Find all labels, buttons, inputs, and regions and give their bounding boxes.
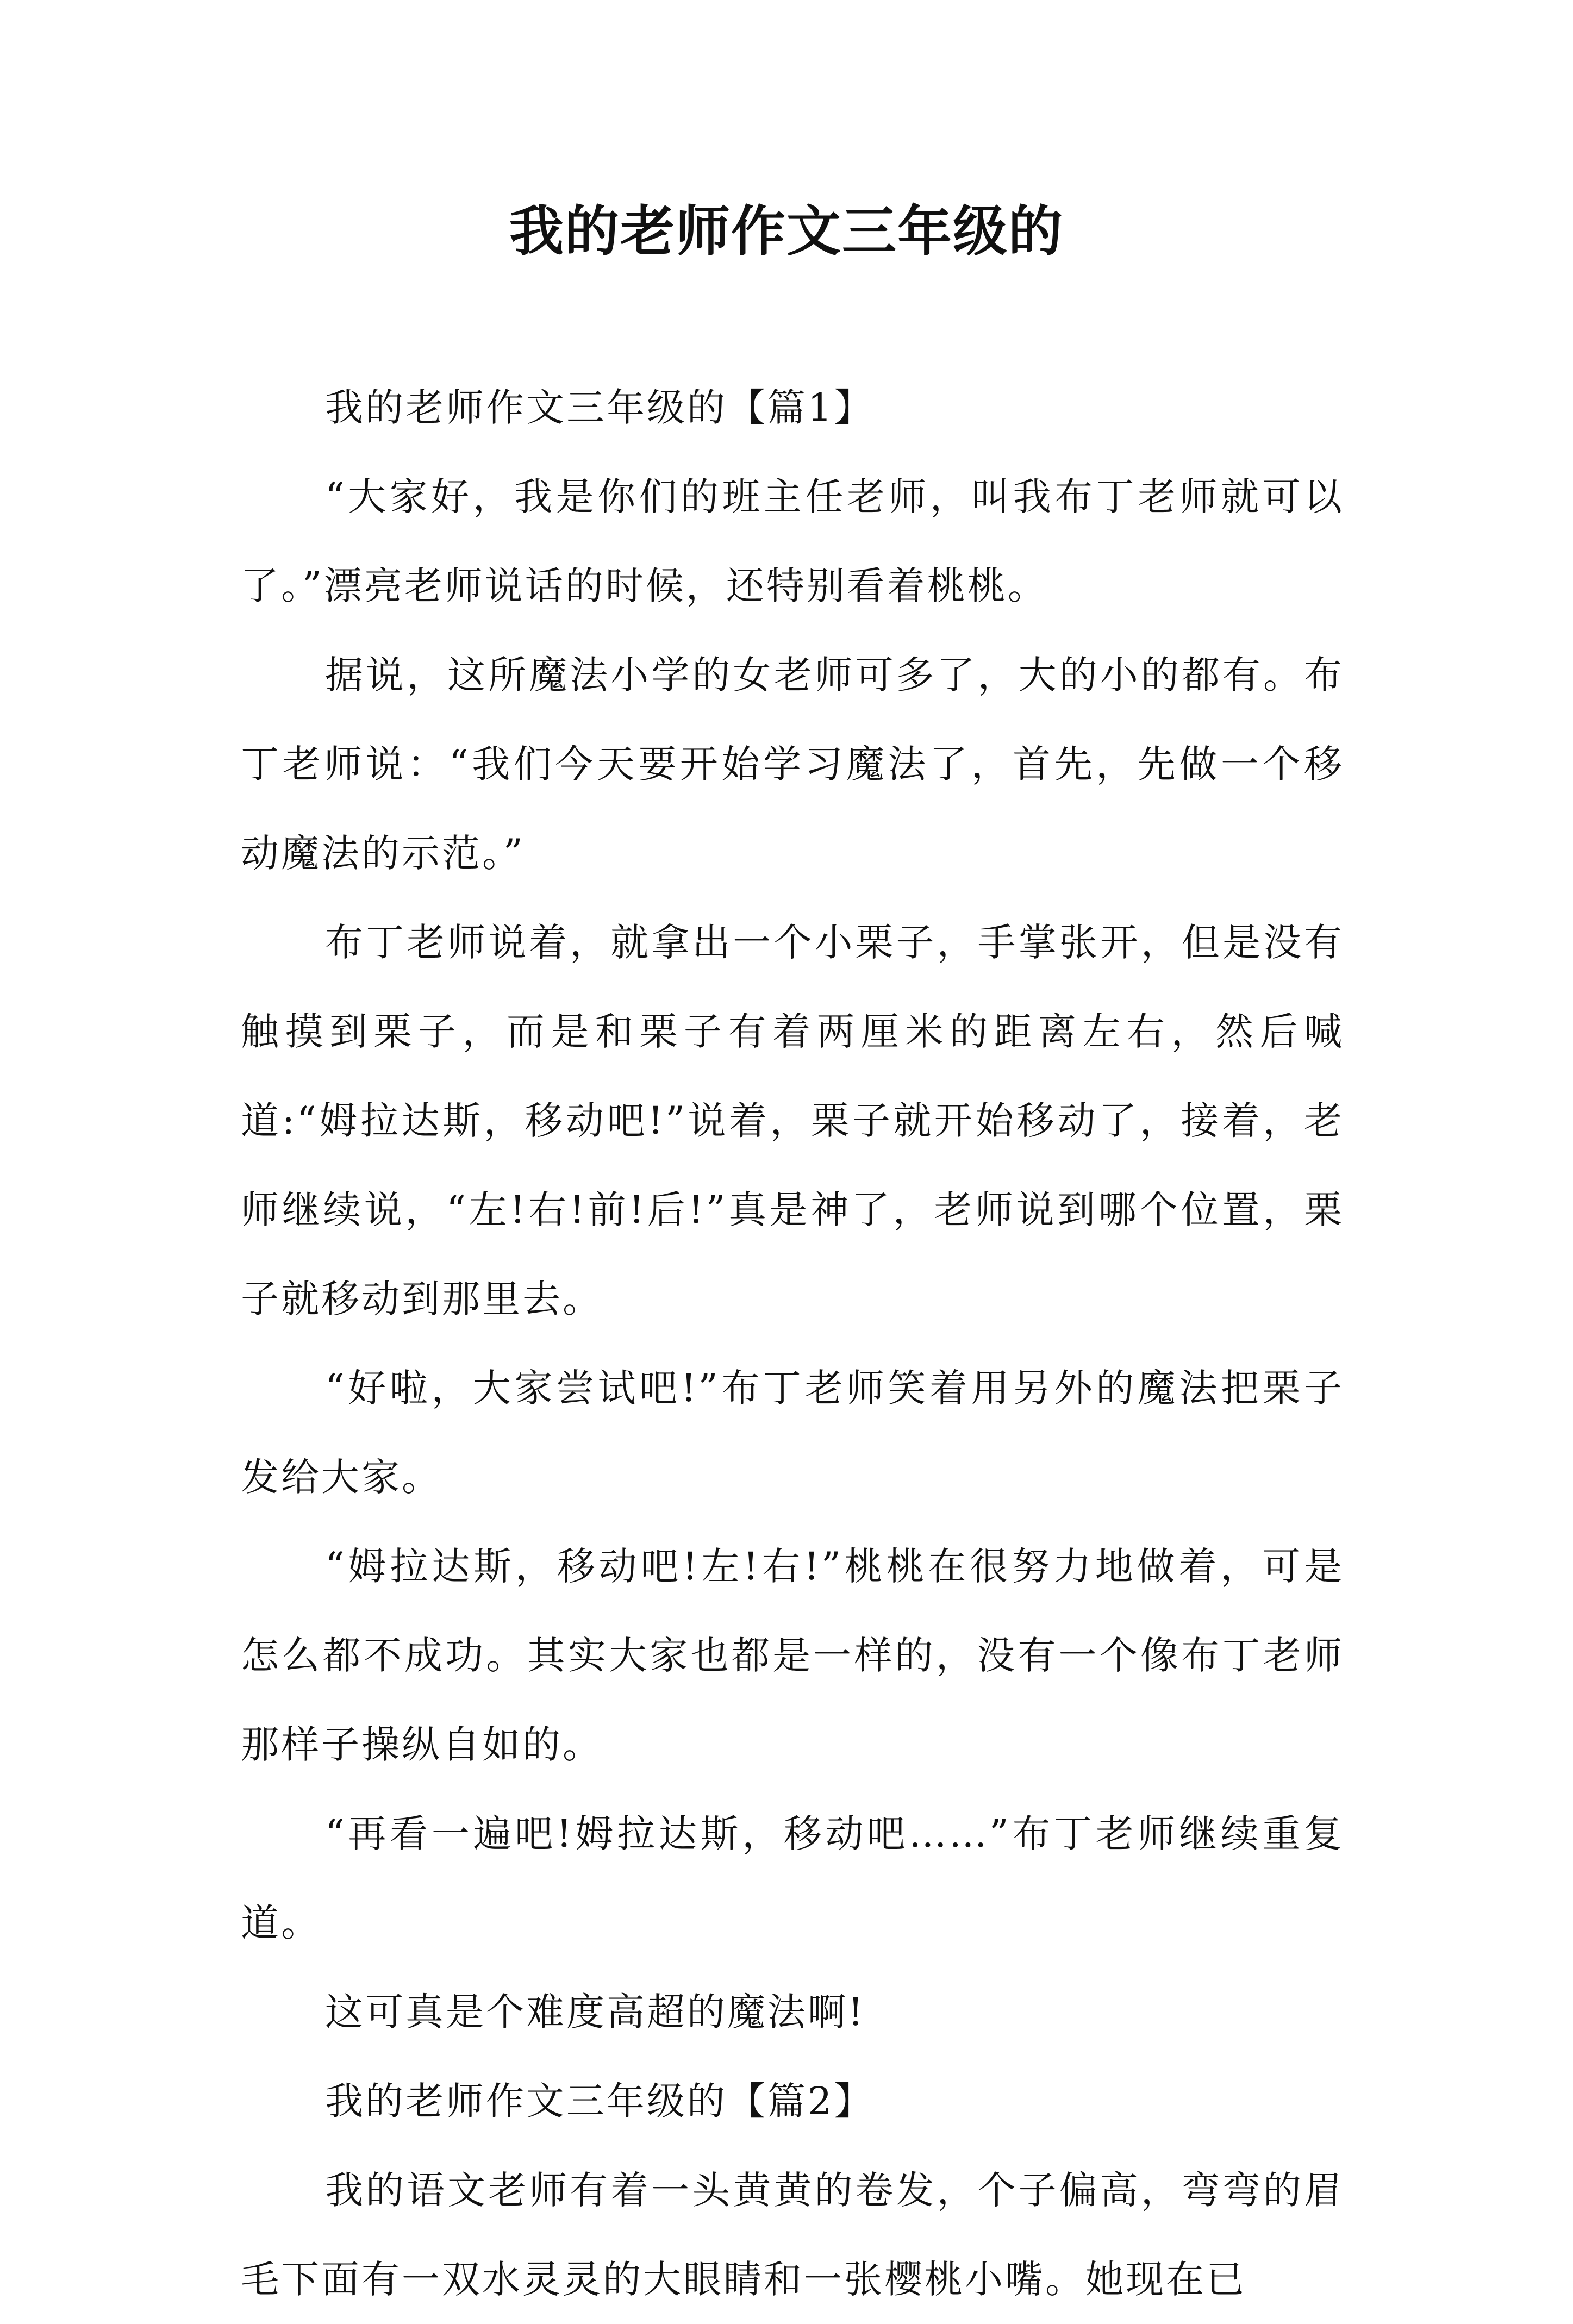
paragraph: 这可真是个难度高超的魔法啊! bbox=[325, 1990, 866, 2034]
paragraph: 我的语文老师有着一头黄黄的卷发，个子偏高，弯弯的眉毛下面有一双水灵灵的大眼睛和一张樱桃小嘴。她现在已 bbox=[241, 2168, 1344, 2302]
section-heading-2: 我的老师作文三年级的【篇2】 bbox=[325, 2079, 875, 2123]
paragraph: 布丁老师说着，就拿出一个小栗子，手掌张开，但是没有触摸到栗子，而是和栗子有着两厘米的距离左右，然后喊道:“姆拉达斯，移动吧!”说着，栗子就开始移动了，接着，老师继续说，“左!右!前!后!”真是神了，老师说到哪个位置，栗子就移动到那里去。 bbox=[241, 920, 1344, 1321]
paragraph: 据说，这所魔法小学的女老师可多了，大的小的都有。布丁老师说：“我们今天要开始学习魔法了，首先，先做一个移动魔法的示范。” bbox=[241, 653, 1344, 876]
section-heading-1: 我的老师作文三年级的【篇1】 bbox=[325, 385, 875, 430]
paragraph: “再看一遍吧!姆拉达斯，移动吧……”布丁老师继续重复道。 bbox=[241, 1811, 1344, 1945]
paragraph: “姆拉达斯，移动吧!左!右!”桃桃在很努力地做着，可是怎么都不成功。其实大家也都是一样的，没有一个像布丁老师那样子操纵自如的。 bbox=[241, 1544, 1344, 1767]
paragraph: “大家好，我是你们的班主任老师，叫我布丁老师就可以了。”漂亮老师说话的时候，还特别看着桃桃。 bbox=[241, 474, 1344, 608]
document-title: 我的老师作文三年级的 bbox=[509, 199, 1064, 263]
paragraph: “好啦，大家尝试吧!”布丁老师笑着用另外的魔法把栗子发给大家。 bbox=[241, 1366, 1344, 1500]
document-body bbox=[241, 363, 1344, 2324]
